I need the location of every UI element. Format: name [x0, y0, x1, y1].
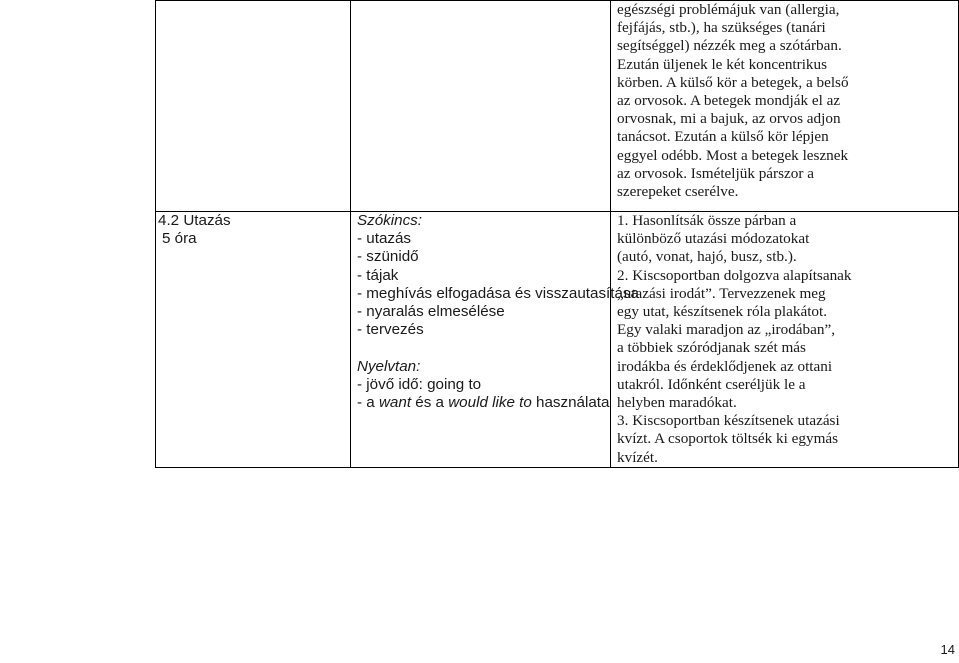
activity-line: különböző utazási módozatokat — [617, 230, 810, 248]
vocab-item: - meghívás elfogadása és visszautasítása — [357, 284, 639, 302]
topic-hours: 5 óra — [162, 230, 197, 248]
table-row — [156, 1, 959, 212]
grammar-item: - jövő idő: going to — [357, 375, 482, 393]
activity-line: fejfájás, stb.), ha szükséges (tanári — [617, 19, 826, 37]
topic-cell — [156, 212, 351, 468]
vocab-item: - tájak — [357, 266, 399, 284]
curriculum-table — [155, 0, 959, 468]
activity-line: a többiek szóródjanak szét más — [617, 339, 806, 357]
activity-line: tanácsot. Ezután a külső kör lépjen — [617, 128, 829, 146]
page-number: 14 — [940, 642, 955, 657]
activity-line: irodákba és érdeklődjenek az ottani — [617, 357, 833, 375]
activity-line: orvosnak, mi a bajuk, az orvos adjon — [617, 110, 841, 128]
activity-cell — [611, 212, 959, 468]
content-cell-empty — [351, 1, 611, 212]
activity-line: az orvosok. Ismételjük párszor a — [617, 164, 814, 182]
grammar-heading: Nyelvtan: — [357, 357, 421, 375]
grammar-item-would: would like to — [448, 394, 532, 412]
table-row — [156, 212, 959, 468]
grammar-item-suffix: használata — [531, 394, 610, 412]
activity-line: 3. Kiscsoportban készítsenek utazási — [617, 412, 840, 430]
activity-line: Egy valaki maradjon az „irodában”, — [617, 321, 836, 339]
spacer — [357, 339, 604, 357]
topic-cell-empty — [156, 1, 351, 212]
activity-line: helyben maradókat. — [617, 394, 737, 412]
activity-line: körben. A külső kör a betegek, a belső — [617, 73, 849, 91]
grammar-item — [357, 394, 610, 412]
activity-line: az orvosok. A betegek mondják el az — [617, 92, 841, 110]
activity-line: utakról. Időnként cseréljük le a — [617, 375, 806, 393]
activity-line: segítséggel) nézzék meg a szótárban. — [617, 37, 842, 55]
vocab-item: - utazás — [357, 230, 412, 248]
activity-line: 2. Kiscsoportban dolgozva alapítsanak — [617, 266, 852, 284]
activity-line: szerepeket cserélve. — [617, 183, 739, 201]
activity-line: eggyel odébb. Most a betegek lesznek — [617, 146, 849, 164]
activity-line: 1. Hasonlítsák össze párban a — [617, 212, 797, 229]
activity-line: kvízét. — [617, 448, 658, 466]
vocab-item: - szünidő — [357, 248, 419, 266]
vocab-item: - tervezés — [357, 321, 424, 339]
grammar-item-mid: és a — [411, 394, 449, 412]
activity-cell — [611, 1, 959, 212]
activity-line: Ezután üljenek le két koncentrikus — [617, 55, 828, 73]
vocab-heading: Szókincs: — [357, 212, 422, 229]
grammar-item-want: want — [378, 394, 412, 412]
vocab-item: - nyaralás elmesélése — [357, 303, 505, 321]
activity-line: (autó, vonat, hajó, busz, stb.). — [617, 248, 797, 266]
topic-title: 4.2 Utazás — [158, 212, 231, 229]
activity-line: egészségi problémájuk van (allergia, — [617, 1, 840, 18]
grammar-item-prefix: - a — [357, 394, 379, 412]
activity-line: kvízt. A csoportok töltsék ki egymás — [617, 430, 839, 448]
activity-line: egy utat, készítsenek róla plakátot. — [617, 303, 828, 321]
activity-line: „utazási irodát”. Tervezzenek meg — [617, 284, 826, 302]
